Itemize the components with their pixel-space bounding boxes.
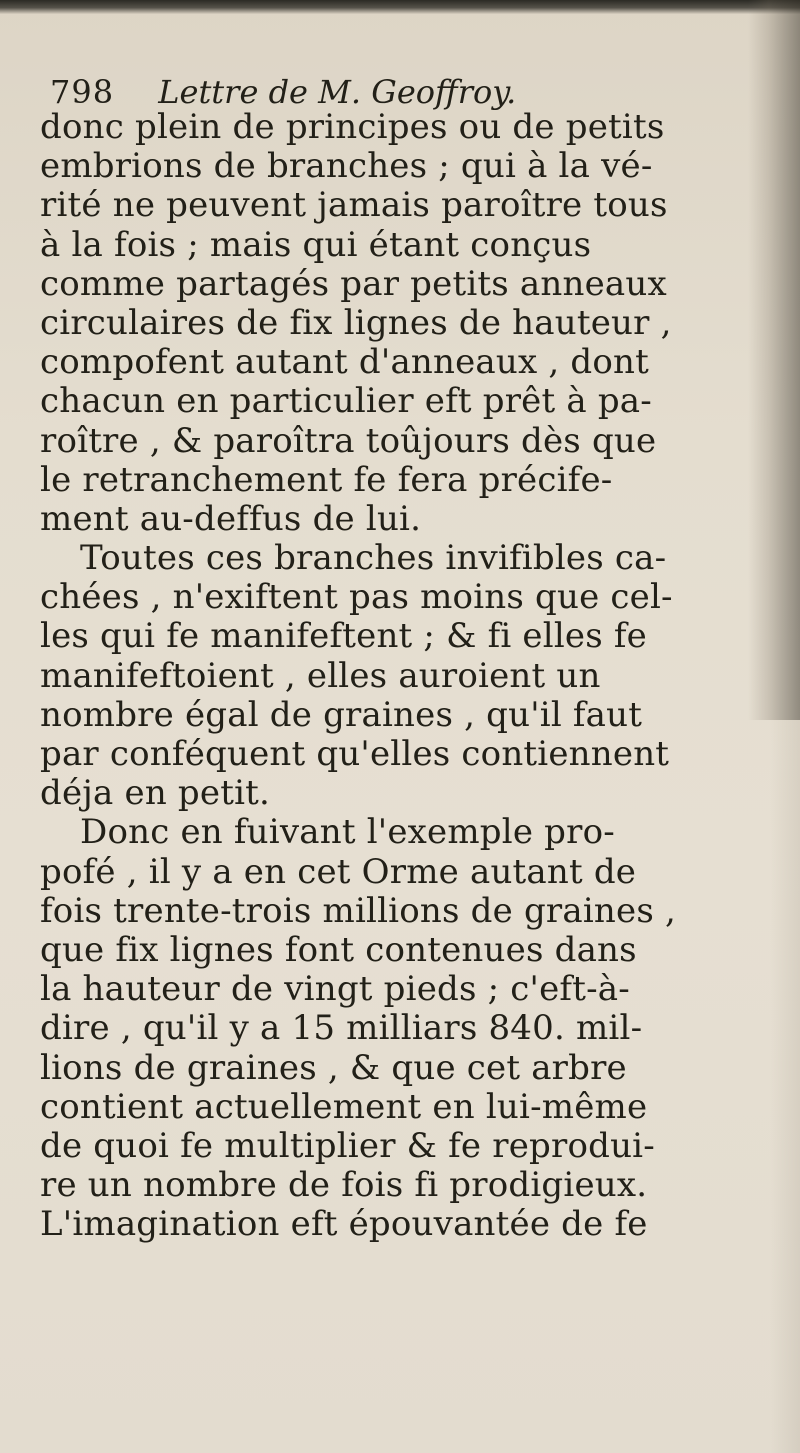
text-line: déja en petit. [40, 774, 271, 814]
page-top-shadow [0, 0, 800, 14]
text-line: embrions de branches ; qui à la vé- [40, 147, 653, 187]
page-number: 798 [50, 73, 115, 111]
text-line: compofent autant d'anneaux , dont [40, 343, 649, 383]
text-line: lions de graines , & que cet arbre [40, 1048, 627, 1088]
text-line: fois trente-trois millions de graines , [40, 891, 677, 931]
text-line: chacun en particulier eft prêt à pa- [40, 382, 652, 422]
running-title: Lettre de M. Geoffroy. [158, 73, 517, 111]
text-line: donc plein de principes ou de petits [40, 108, 665, 147]
text-line: circulaires de fix lignes de hauteur , [40, 303, 672, 343]
text-line: pofé , il y a en cet Orme autant de [40, 852, 637, 892]
text-line: les qui fe manifeftent ; & fi elles fe [40, 617, 647, 657]
text-line: roître , & paroîtra toûjours dès que [40, 421, 657, 461]
paragraph-start-line: Toutes ces branches invifibles ca- [80, 539, 667, 579]
text-line: manifeftoient , elles auroient un [40, 656, 601, 696]
text-line: rité ne peuvent jamais paroître tous [40, 186, 668, 226]
text-line: dire , qu'il y a 15 milliars 840. mil- [40, 1009, 643, 1049]
text-line: ment au-deffus de lui. [40, 499, 422, 539]
text-line: chées , n'exiftent pas moins que cel- [40, 578, 673, 618]
text-line: que fix lignes font contenues dans [40, 930, 637, 970]
text-line: à la fois ; mais qui étant conçus [40, 225, 592, 265]
text-line: nombre égal de graines , qu'il faut [40, 695, 643, 735]
text-line: comme partagés par petits anneaux [40, 264, 667, 304]
text-line: L'imagination eft épouvantée de fe [40, 1205, 648, 1245]
text-line: de quoi fe multiplier & fe reprodui- [40, 1126, 655, 1166]
text-line: le retranchement fe fera précife- [40, 460, 613, 500]
text-line: re un nombre de fois fi prodigieux. [40, 1166, 648, 1206]
text-line: contient actuellement en lui-même [40, 1087, 648, 1127]
page-right-edge [748, 0, 800, 720]
paragraph-start-line: Donc en fuivant l'exemple pro- [80, 813, 615, 853]
page-right-edge-lower [770, 720, 800, 1453]
text-line: par conféquent qu'elles contiennent [40, 735, 670, 774]
body-text [40, 108, 740, 1244]
text-line: la hauteur de vingt pieds ; c'eft-à- [40, 970, 630, 1010]
